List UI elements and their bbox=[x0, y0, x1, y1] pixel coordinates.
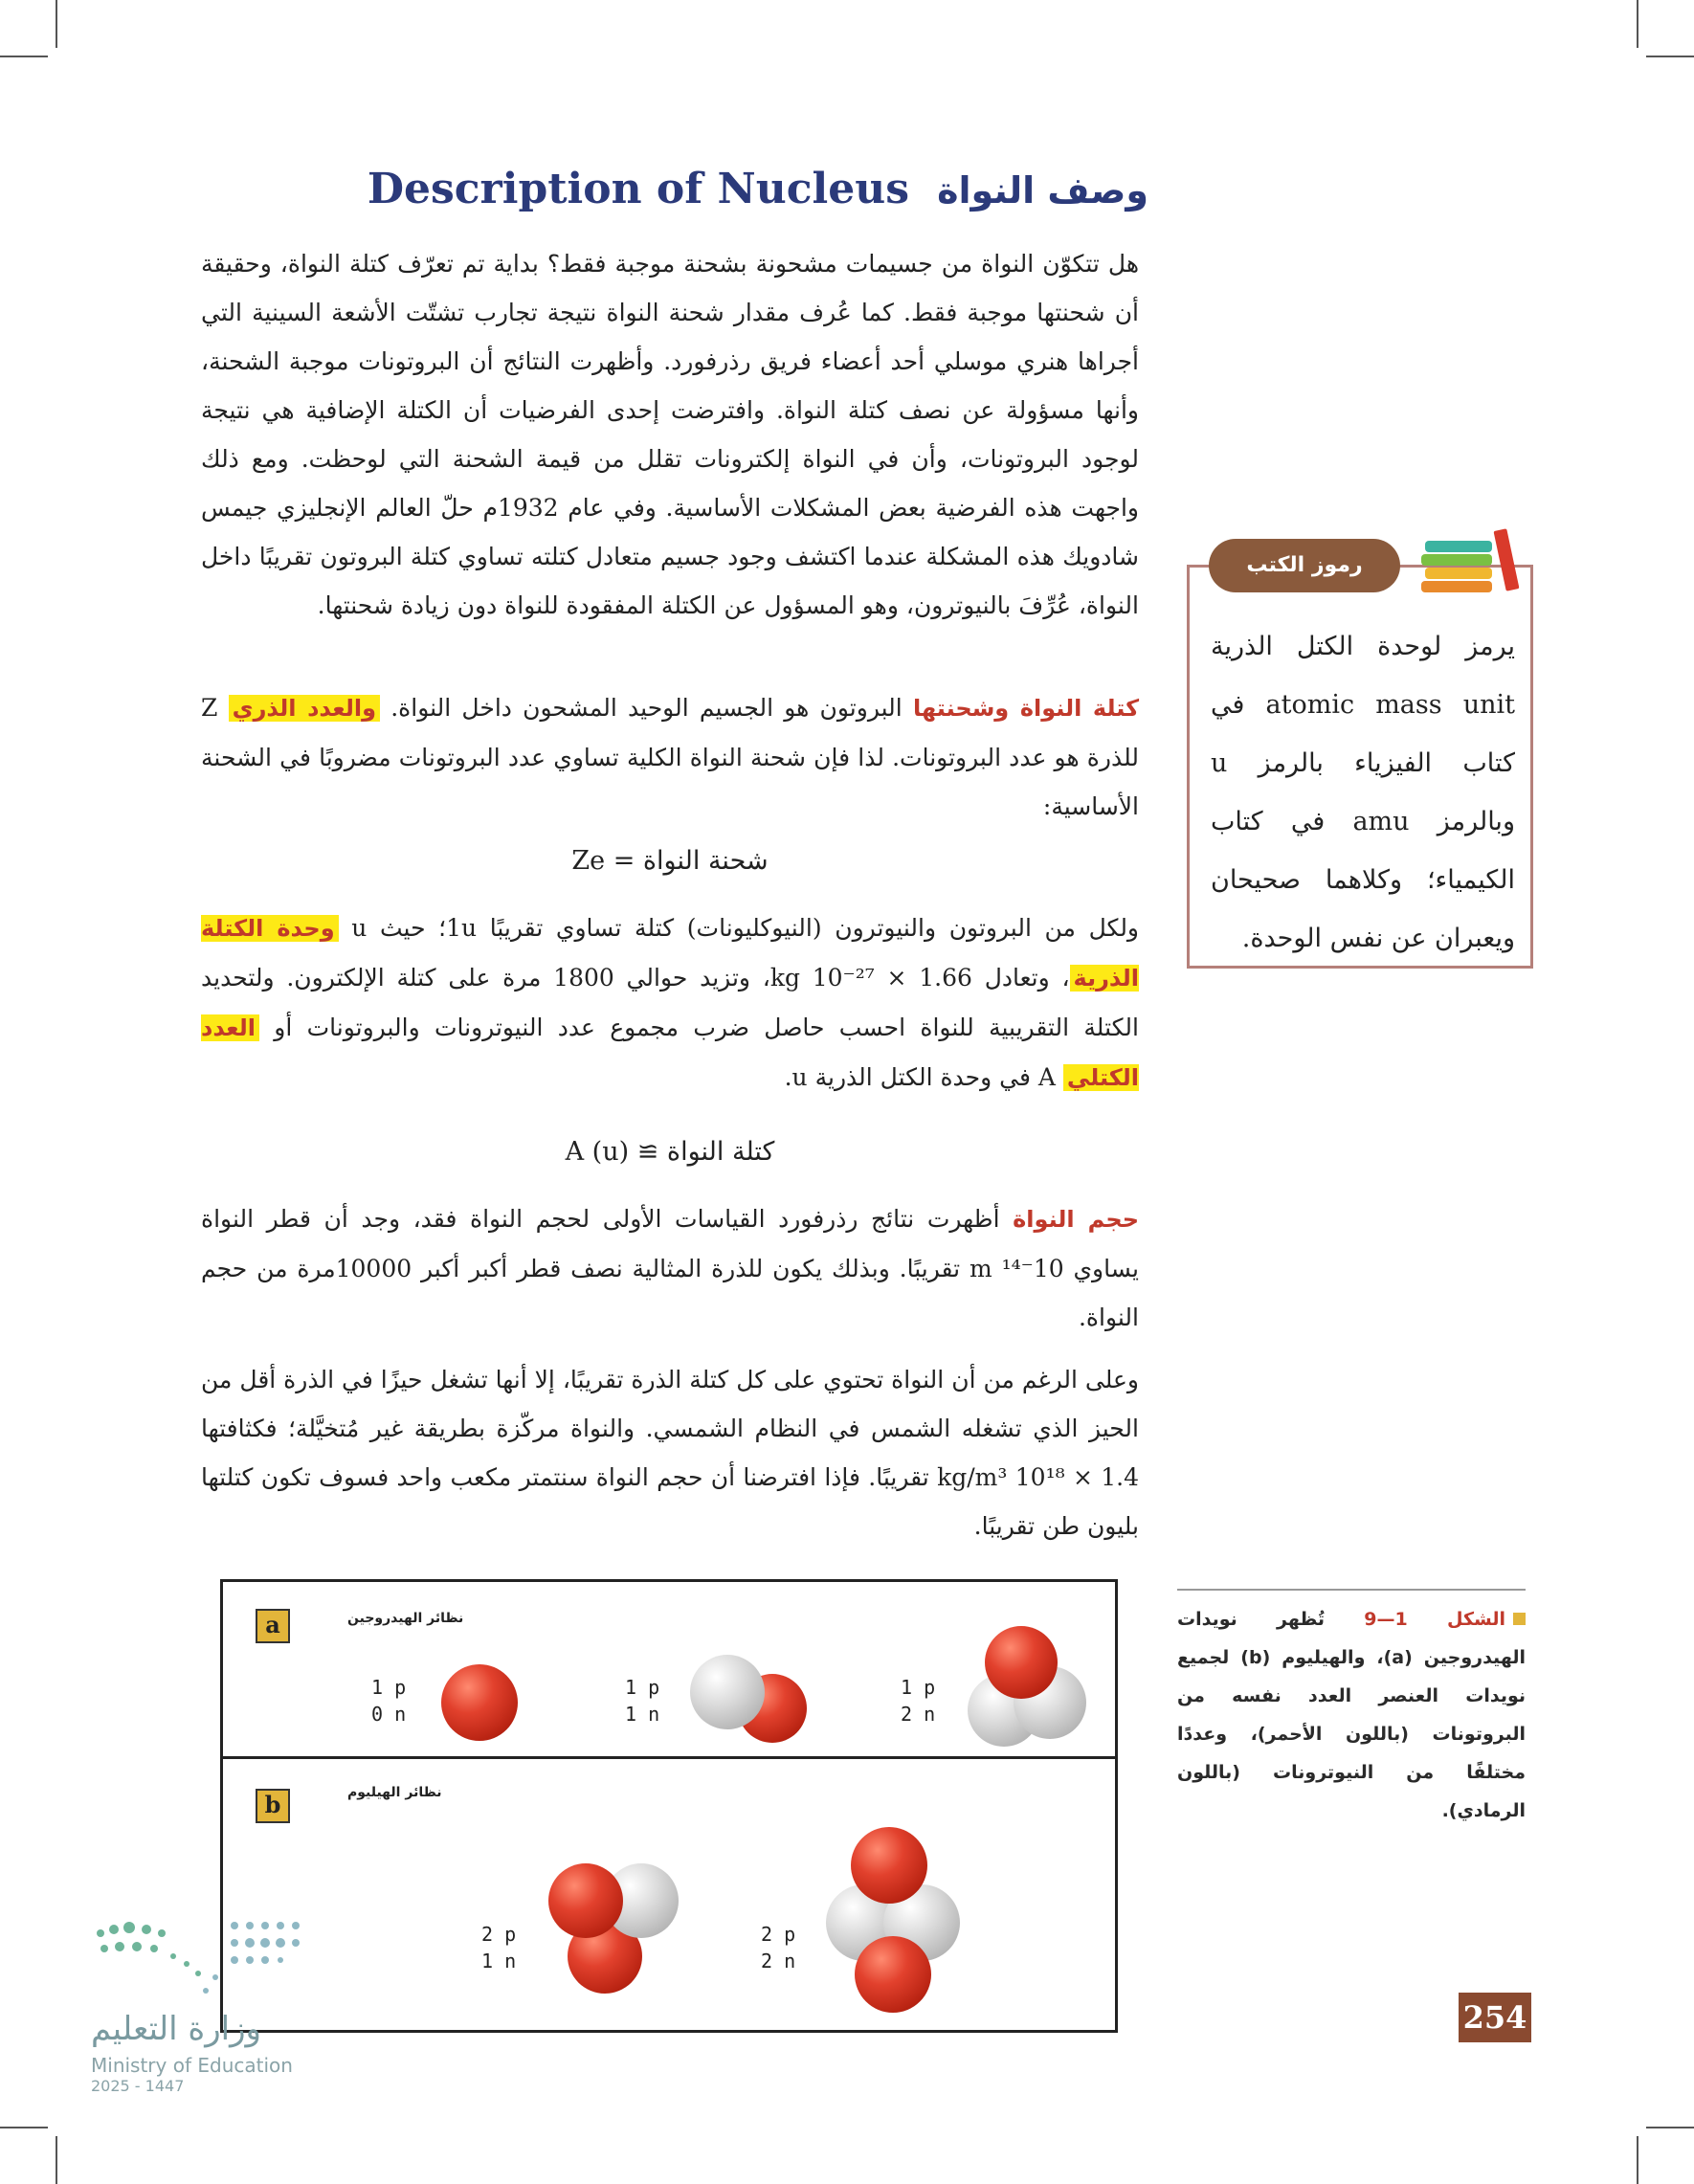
crop-mark bbox=[0, 56, 48, 57]
ministry-year: 2025 - 1447 bbox=[91, 2077, 185, 2095]
isotope-label-h3: 1 p 2 n bbox=[901, 1676, 936, 1726]
highlight-mass-number: العدد الكتلي bbox=[201, 1014, 1139, 1091]
page-number: 254 bbox=[1459, 1993, 1531, 2042]
crop-mark bbox=[1646, 2127, 1694, 2128]
book-symbols-box bbox=[1187, 553, 1533, 969]
panel-b-tag: b bbox=[256, 1789, 290, 1823]
proton-ball bbox=[855, 1936, 931, 2013]
crop-mark bbox=[1646, 56, 1694, 57]
ministry-name-arabic: وزارة التعليم bbox=[91, 2010, 261, 2048]
section-title-english: Description of Nucleus bbox=[367, 165, 909, 213]
crop-mark bbox=[1637, 0, 1638, 48]
crop-mark bbox=[56, 0, 57, 48]
isotope-label-h2: 1 p 1 n bbox=[625, 1676, 660, 1726]
proton-ball bbox=[548, 1863, 623, 1938]
caption-rule bbox=[1177, 1589, 1526, 1591]
panel-a-tag: a bbox=[256, 1609, 290, 1643]
isotope-label-h1: 1 p 0 n bbox=[371, 1676, 407, 1726]
section-title-arabic: وصف النواة bbox=[937, 169, 1148, 212]
paragraph-intro: هل تتكوّن النواة من جسيمات مشحونة بشحنة موجبة فقط؟ بداية تم تعرّف كتلة النواة، وحقيقة أن شحنتها موجبة فقط. كما عُرف مقدار شحنة النواة نتيجة تجارب تشتّت الأشعة السينية التي أجراها هنري موسلي أحد أعضاء فريق رذرفورد. وأظهرت النتائج أن البروتونات موجبة الشحنة، وأنها مسؤولة عن نصف كتلة النواة. وافترضت إحدى الفرضيات أن الكتلة الإضافية هي نتيجة لوجود البروتونات، وأن في النواة إلكترونات تقلل من قيمة الشحنة التي لوحظت. ومع ذلك واجهت هذه الفرضية بعض المشكلات الأساسية. وفي عام 1932م حلّ العالم الإنجليزي جيمس شادويك هذه المشكلة عندما اكتشف وجود جسيم متعادل كتلته تساوي كتلة البروتون تقريبًا داخل النواة، عُرِّفَ بالنيوترون، وهو المسؤول عن الكتلة المفقودة للنواة دون زيادة شحنتها. bbox=[201, 250, 1139, 619]
caption-lead: الشكل 1—9 bbox=[1364, 1609, 1505, 1630]
highlight-atomic-mass-unit: وحدة الكتلة الذرية bbox=[201, 915, 1140, 992]
ministry-name-english: Ministry of Education bbox=[91, 2054, 293, 2077]
crop-mark bbox=[0, 2127, 48, 2128]
proton-ball bbox=[851, 1827, 927, 1904]
crop-mark bbox=[1637, 2136, 1638, 2184]
proton-ball bbox=[985, 1626, 1058, 1699]
ministry-logo bbox=[91, 1914, 321, 2095]
isotope-label-he3: 2 p 1 n bbox=[481, 1923, 517, 1972]
book-symbols-text: يرمز لوحدة الكتل الذرية atomic mass unit في كتاب الفيزياء بالرمز u وبالرمز amu في كتاب الكيمياء؛ وكلاهما صحيحان ويعبران عن نفس الوحدة. bbox=[1211, 632, 1515, 953]
panel-b-label: نظائر الهيليوم bbox=[347, 1785, 442, 1800]
isotope-label-he4: 2 p 2 n bbox=[761, 1923, 796, 1972]
equation-nuclear-charge: شحنة النواة = Ze bbox=[571, 846, 769, 876]
books-icon bbox=[1419, 527, 1525, 594]
section-title bbox=[367, 165, 1148, 232]
proton-ball bbox=[441, 1664, 518, 1741]
highlight-atomic-number: والعدد الذري bbox=[229, 695, 380, 722]
book-symbols-header: رموز الكتب bbox=[1209, 539, 1400, 592]
panel-a-label: نظائر الهيدروجين bbox=[347, 1611, 464, 1626]
figure-caption: الشكل 1—9 تُظهر نويدات الهيدروجين (a)، والهيليوم (b) لجميع نويدات العنصر العدد نفسه من البروتونات (باللون الأحمر)، وعددًا مختلفًا من النيوترونات (باللون الرمادي). bbox=[1177, 1609, 1527, 1821]
paragraph-mass-charge: كتلة النواة وشحنتها البروتون هو الجسيم الوحيد المشحون داخل النواة. والعدد الذري Z للذرة هو عدد البروتونات. لذا فإن شحنة النواة الكلية تساوي عدد البروتونات مضروبًا في الشحنة الأساسية: bbox=[201, 694, 1140, 820]
keyword-mass-charge: كتلة النواة وشحنتها bbox=[912, 695, 1140, 722]
paragraph-atomic-mass: ولكل من البروتون والنيوترون (النيوكليونات) كتلة تساوي تقريبًا 1u؛ حيث u وحدة الكتلة الذرية، وتعادل kg 10⁻²⁷ × 1.66، وتزيد حوالي 1800 مرة على كتلة الإلكترون. ولتحديد الكتلة التقريبية للنواة احسب حاصل ضرب مجموع عدد النيوترونات والبروتونات أو العدد الكتلي A في وحدة الكتل الذرية u. bbox=[201, 914, 1140, 1091]
ministry-dots-icon bbox=[91, 1914, 311, 2010]
keyword-nucleus-size: حجم النواة bbox=[1013, 1206, 1140, 1233]
paragraph-nucleus-size: حجم النواة أظهرت نتائج رذرفورد القياسات الأولى لحجم النواة فقد، وجد أن قطر النواة يساوي 10⁻¹⁴ m تقريبًا. وبذلك يكون للذرة المثالية نصف قطر أكبر أكبر 10000مرة من حجم النواة. bbox=[201, 1205, 1140, 1331]
neutron-ball bbox=[690, 1655, 765, 1729]
equation-nuclear-mass: كتلة النواة ≅ A (u) bbox=[565, 1137, 775, 1167]
crop-mark bbox=[56, 2136, 57, 2184]
isotopes-figure bbox=[220, 1579, 1118, 2033]
caption-bullet bbox=[1513, 1613, 1526, 1625]
panel-divider bbox=[223, 1756, 1115, 1759]
paragraph-density: وعلى الرغم من أن النواة تحتوي على كل كتلة الذرة تقريبًا، إلا أنها تشغل حيزًا في الذرة أقل من الحيز الذي تشغله الشمس في النظام الشمسي. والنواة مركّزة بطريقة غير مُتخيَّلة؛ فكثافتها 1.4 × 10¹⁸ kg/m³ تقريبًا. فإذا افترضنا أن حجم النواة سنتمتر مكعب واحد فسوف تكون كتلتها بليون طن تقريبًا. bbox=[201, 1366, 1140, 1540]
